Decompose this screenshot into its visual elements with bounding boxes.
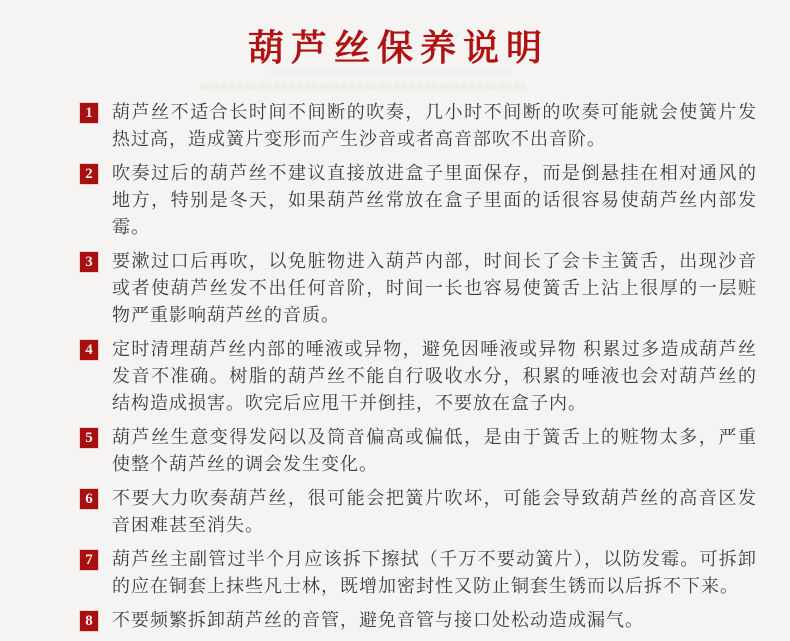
item-number-badge: 3 [80,252,98,272]
list-item [80,248,770,329]
instruction-list [80,99,770,641]
item-text: 葫芦丝生意变得发闷以及筒音偏高或偏低，是由于簧舌上的赃物太多，严重使整个葫芦丝的调会发生变化。 [112,427,757,474]
watermark-noise-top [268,70,513,74]
item-text: 不要频繁拆卸葫芦丝的音管，避免音管与接口处松动造成漏气。 [112,610,644,630]
item-number-badge: 1 [80,103,98,123]
list-item [80,424,770,478]
item-text: 不要大力吹奏葫芦丝，很可能会把簧片吹坏，可能会导致葫芦丝的高音区发音困难甚至消失。 [112,488,757,535]
list-item [80,336,770,417]
list-item [80,99,770,153]
list-item [80,160,770,241]
item-text: 吹奏过后的葫芦丝不建议直接放进盒子里面保存，而是倒悬挂在相对通风的地方，特别是冬天，如果葫芦丝常放在盒子里面的话很容易使葫芦丝内部发霉。 [112,163,757,237]
item-number-badge: 6 [80,489,98,509]
list-item [80,485,770,539]
item-text: 要漱过口后再吹，以免脏物进入葫芦内部，时间长了会卡主簧舌，出现沙音或者使葫芦丝发不出任何音阶，时间一长也容易使簧舌上沾上很厚的一层赃物严重影响葫芦丝的音质。 [112,251,757,325]
item-number-badge: 4 [80,340,98,360]
item-number-badge: 2 [80,164,98,184]
item-number-badge: 7 [80,550,98,570]
watermark-noise [200,83,525,90]
page-title: 葫芦丝保养说明 [247,28,549,68]
item-number-badge: 8 [80,611,98,631]
list-item [80,607,770,634]
item-number-badge: 5 [80,428,98,448]
item-text: 定时清理葫芦丝内部的唾液或异物，避免因唾液或异物 积累过多造成葫芦丝发音不准确。树脂的葫芦丝不能自行吸收水分，积累的唾液也会对葫芦丝的结构造成损害。吹完后应甩干并倒挂，不要放在盒子内。 [112,339,757,413]
item-text: 葫芦丝主副管过半个月应该拆下擦拭（千万不要动簧片），以防发霉。可拆卸的应在铜套上抹些凡士林，既增加密封性又防止铜套生锈而以后拆不下来。 [112,549,757,596]
item-text: 葫芦丝不适合长时间不间断的吹奏，几小时不间断的吹奏可能就会使簧片发热过高，造成簧片变形而产生沙音或者高音部吹不出音阶。 [112,102,757,149]
list-item [80,546,770,600]
